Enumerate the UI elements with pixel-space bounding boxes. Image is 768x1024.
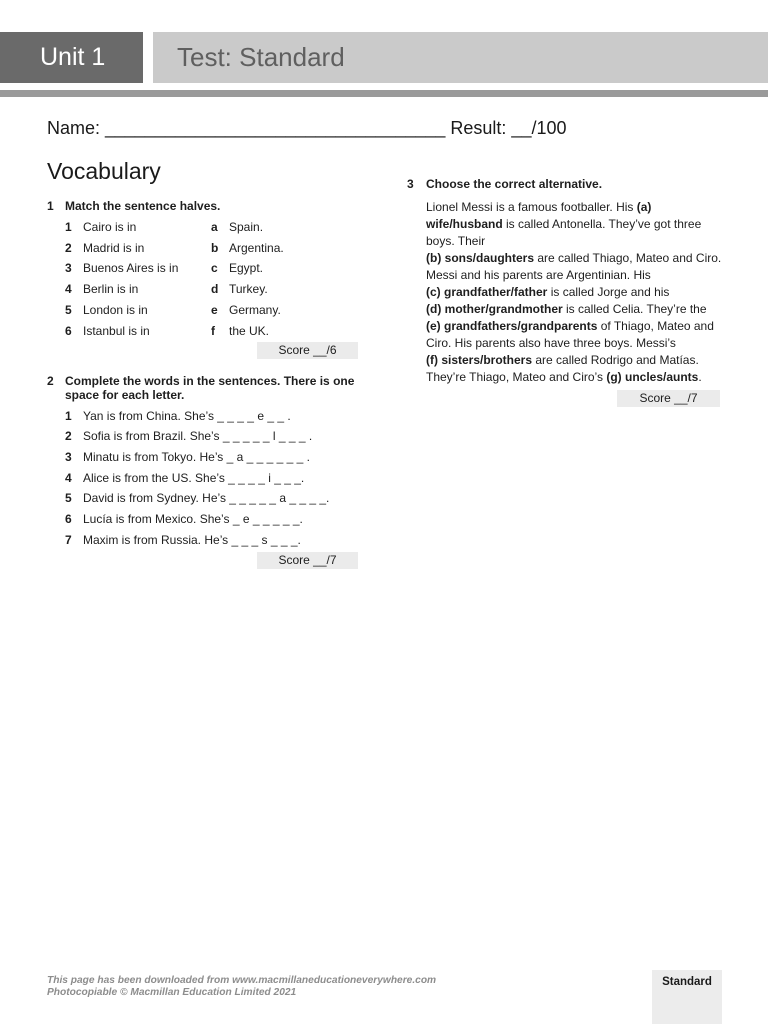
exercise-number: 3 (407, 176, 414, 191)
item-number: 7 (65, 532, 72, 547)
fill-in-item (65, 447, 377, 468)
fill-in-sentence: Minatu is from Tokyo. He’s _ a _ _ _ _ _ _ . (83, 449, 311, 464)
passage-text: is called Antonella. They’ve got three (502, 216, 702, 231)
passage-line (426, 318, 747, 335)
fill-in-item (65, 406, 377, 427)
passage-text: boys. Their (426, 233, 486, 248)
copyright-note: Photocopiable © Macmillan Education Limited 2021 (47, 987, 297, 998)
match-item (65, 238, 377, 259)
match-item (65, 300, 377, 321)
name-field: Name: __________________________________ (47, 118, 446, 138)
sentence-start: London is in (83, 302, 148, 317)
passage-line (426, 216, 747, 233)
fill-in-item (65, 426, 377, 447)
passage-text: . (698, 369, 702, 384)
passage-text: is called Celia. They’re the (562, 301, 707, 316)
match-list (47, 217, 377, 342)
fill-in-sentence: Yan is from China. She’s _ _ _ _ e _ _ . (83, 408, 291, 423)
item-number: 5 (65, 302, 72, 317)
item-number: 6 (65, 512, 72, 527)
item-number: 2 (65, 240, 72, 255)
exercise-number: 1 (47, 199, 54, 213)
sentence-ending: Egypt. (229, 261, 264, 276)
match-item (65, 321, 377, 342)
sentence-start: Madrid is in (83, 240, 145, 255)
item-number: 5 (65, 491, 72, 506)
match-item (65, 217, 377, 238)
fill-in-list (47, 406, 377, 551)
passage-text: is called Jorge and his (547, 284, 670, 299)
sentence-start: Buenos Aires is in (83, 261, 179, 276)
exercise-instruction: Match the sentence halves. (65, 199, 221, 213)
item-number: 3 (65, 449, 72, 464)
passage-line (426, 199, 747, 216)
passage-text: are called Rodrigo and Matías. (532, 352, 699, 367)
answer-choice: wife/husband (426, 216, 503, 231)
option-letter: b (211, 240, 219, 255)
passage-text: of Thiago, Mateo and (597, 318, 714, 333)
sentence-ending: the UK. (229, 323, 270, 338)
passage-line (426, 284, 747, 301)
item-number: 3 (65, 261, 72, 276)
fill-in-item (65, 509, 377, 530)
section-heading: Vocabulary (47, 158, 161, 184)
exercise-instruction-row (47, 196, 377, 217)
passage-text: Messi and his parents are Argentinian. His (426, 267, 651, 282)
level-badge: Standard (652, 970, 722, 1024)
sentence-ending: Germany. (229, 302, 281, 317)
option-letter: d (211, 282, 219, 297)
passage-line (426, 250, 747, 267)
test-title: Test: Standard (153, 32, 768, 83)
option-letter: a (211, 219, 218, 234)
fill-in-sentence: Alice is from the US. She’s _ _ _ _ i _ _ _. (83, 470, 305, 485)
item-number: 4 (65, 282, 72, 297)
sentence-ending: Turkey. (229, 282, 268, 297)
sentence-start: Istanbul is in (83, 323, 150, 338)
fill-in-item (65, 530, 377, 551)
passage-line (426, 301, 747, 318)
passage-line (426, 233, 747, 250)
match-item (65, 279, 377, 300)
answer-choice: (c) grandfather/father (426, 284, 548, 299)
exercise-1 (47, 196, 377, 359)
fill-in-sentence: Maxim is from Russia. He’s _ _ _ s _ _ _. (83, 532, 301, 547)
passage-line (426, 335, 747, 352)
fill-in-sentence: Sofia is from Brazil. She’s _ _ _ _ _ l _ _ _ . (83, 429, 313, 444)
option-letter: e (211, 302, 218, 317)
score-box: Score __/6 (257, 342, 358, 359)
score-box: Score __/7 (617, 390, 720, 407)
header-divider (0, 90, 768, 97)
score-box: Score __/7 (257, 552, 358, 569)
answer-choice: (a) (636, 199, 652, 214)
item-number: 2 (65, 429, 72, 444)
exercise-instruction: Complete the words in the sentences. There is one space for each letter. (65, 374, 355, 402)
passage-text: Ciro. His parents also have three boys. Messi’s (426, 335, 676, 350)
fill-in-sentence: David is from Sydney. He’s _ _ _ _ _ a _ _ _ _. (83, 491, 330, 506)
option-letter: c (211, 261, 218, 276)
passage-text: They’re Thiago, Mateo and Ciro’s (426, 369, 607, 384)
passage-line (426, 352, 747, 369)
item-number: 6 (65, 323, 72, 338)
item-number: 4 (65, 470, 72, 485)
answer-choice: (f) sisters/brothers (426, 352, 533, 367)
sentence-start: Cairo is in (83, 219, 137, 234)
answer-choice: (e) grandfathers/grandparents (426, 318, 598, 333)
exercise-instruction-row (47, 374, 377, 402)
answer-choice: (d) mother/grandmother (426, 301, 563, 316)
student-info-line (47, 117, 566, 139)
exercise-number: 2 (47, 374, 54, 388)
item-number: 1 (65, 408, 72, 423)
fill-in-item (65, 488, 377, 509)
download-note: This page has been downloaded from www.macmillaneducationeverywhere.com (47, 975, 437, 986)
match-item (65, 258, 377, 279)
unit-label: Unit 1 (0, 32, 143, 83)
fill-in-sentence: Lucía is from Mexico. She’s _ e _ _ _ _ _. (83, 512, 303, 527)
exercise-instruction-row (407, 176, 747, 193)
passage-line (426, 369, 747, 386)
answer-choice: (g) uncles/aunts (606, 369, 699, 384)
reading-passage (407, 199, 747, 386)
result-field: Result: __/100 (450, 118, 567, 138)
option-letter: f (211, 323, 215, 338)
fill-in-item (65, 468, 377, 489)
sentence-ending: Argentina. (229, 240, 284, 255)
passage-text: Lionel Messi is a famous footballer. His (426, 199, 637, 214)
exercise-instruction: Choose the correct alternative. (426, 176, 603, 191)
answer-choice: (b) sons/daughters (426, 250, 535, 265)
item-number: 1 (65, 219, 72, 234)
exercise-2 (47, 374, 377, 569)
sentence-ending: Spain. (229, 219, 264, 234)
exercise-3 (407, 176, 747, 408)
passage-text: are called Thiago, Mateo and Ciro. (534, 250, 722, 265)
footer-note (47, 975, 436, 999)
passage-line (426, 267, 747, 284)
sentence-start: Berlin is in (83, 282, 139, 297)
